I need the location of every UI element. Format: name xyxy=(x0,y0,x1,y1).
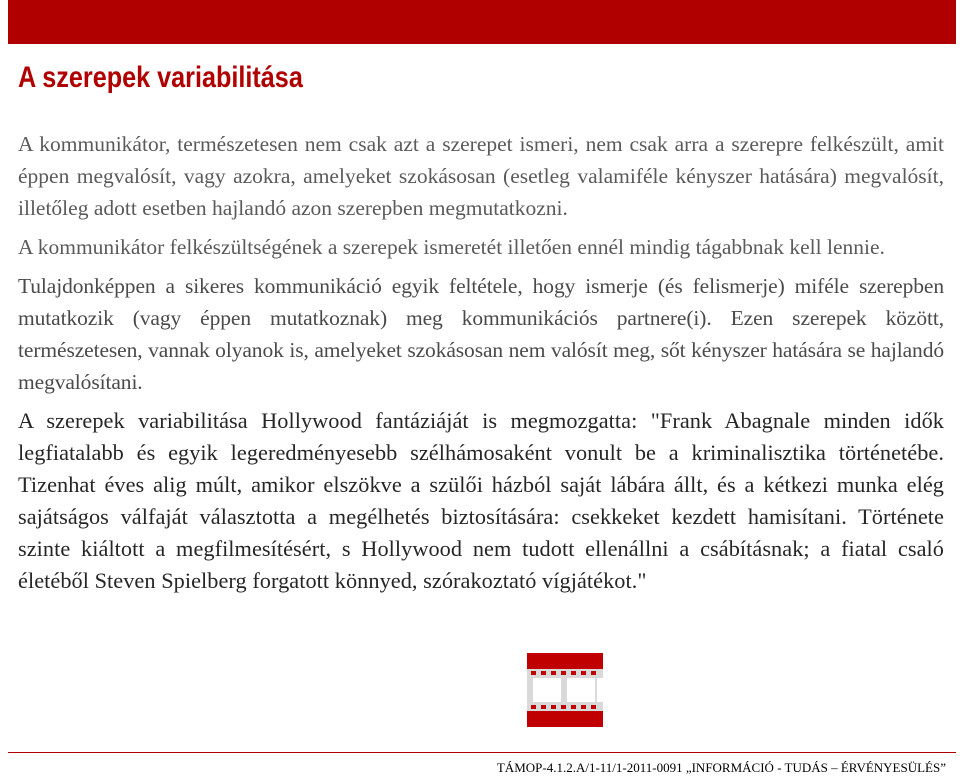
paragraph-1: A kommunikátor, természetesen nem csak azt a szerepet ismeri, nem csak arra a szerepre felkészült, amit éppen megvalósít, vagy azokra, amelyeket szokásosan (esetleg valamiféle kényszer hatására) megvalósít, illetőleg adott esetben hajlandó azon szerepben megmutatkozni. xyxy=(18,132,944,220)
footer-divider xyxy=(8,752,956,753)
film-strip-icon[interactable] xyxy=(527,653,603,727)
top-accent-bar xyxy=(8,0,956,44)
slide-body xyxy=(18,128,944,604)
footer-project-code: TÁMOP-4.1.2.A/1-11/1-2011-0091 „INFORMÁCIÓ - TUDÁS – ÉRVÉNYESÜLÉS” xyxy=(496,760,946,775)
paragraph-3: Tulajdonképpen a sikeres kommunikáció egyik feltétele, hogy ismerje (és felismerje) miféle szerepben mutatkozik (vagy éppen mutatkoznak) meg kommunikációs partnere(i). Ezen szerepek között, természetesen, vannak olyanok is, amelyeket szokásosan nem valósít meg, sőt kényszer hatására se hajlandó megvalósítani. xyxy=(18,274,944,394)
paragraph-2: A kommunikátor felkészültségének a szerepek ismeretét illetően ennél mindig tágabbnak kell lennie. xyxy=(18,235,885,259)
slide-title: A szerepek variabilitása xyxy=(18,61,303,94)
paragraph-4: A szerepek variabilitása Hollywood fantáziáját is megmozgatta: "Frank Abagnale minden idők legfiatalabb és egyik legeredményesebb szélhámosaként vonult be a kriminalisztika történetébe. Tizenhat éves alig múlt, amikor elszökve a szülői házból saját lábára állt, és a kétkezi munka elég sajátságos válfaját választotta a megélhetés biztosítására: csekkeket kezdett hamisítani. Története szinte kiáltott a megfilmesítésért, s Hollywood nem tudott ellenállni a csábításnak; a fiatal csaló életéből Steven Spielberg forgatott könnyed, szórakoztató vígjátékot." xyxy=(18,408,944,593)
